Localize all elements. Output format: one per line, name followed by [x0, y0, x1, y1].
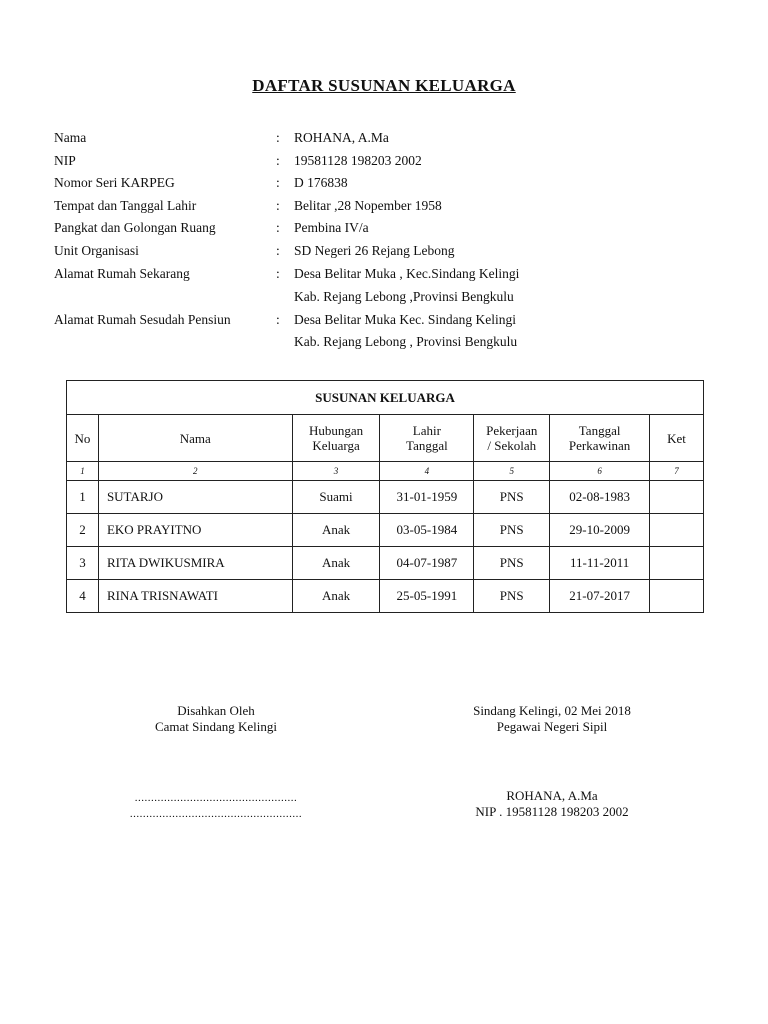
header-perkawinan [550, 415, 650, 462]
cell-perkawinan: 21-07-2017 [550, 580, 650, 613]
info-label: Alamat Rumah Sesudah Pensiun [54, 312, 231, 327]
header-nama: Nama [98, 415, 292, 462]
signature-left-line2: Camat Sindang Kelingi [154, 719, 278, 734]
info-value: Pembina IV/a [294, 220, 369, 235]
table-caption: SUSUNAN KELUARGA [67, 381, 704, 415]
column-number: 4 [380, 462, 474, 481]
cell-nama: RITA DWIKUSMIRA [98, 547, 292, 580]
header-hubungan-line1: Hubungan [308, 423, 364, 438]
cell-lahir: 31-01-1959 [380, 481, 474, 514]
header-pekerjaan-line2: / Sekolah [487, 438, 537, 453]
cell-lahir: 03-05-1984 [380, 514, 474, 547]
cell-ket [650, 547, 704, 580]
header-lahir [380, 415, 474, 462]
document-title: DAFTAR SUSUNAN KELUARGA [252, 76, 516, 95]
header-no: No [67, 415, 99, 462]
cell-lahir: 25-05-1991 [380, 580, 474, 613]
cell-hubungan: Anak [292, 580, 380, 613]
header-perkawinan-line2: Perkawinan [568, 438, 631, 453]
column-number-row [67, 462, 704, 481]
cell-perkawinan: 29-10-2009 [550, 514, 650, 547]
table-row [67, 580, 704, 613]
info-colon: : [276, 243, 280, 258]
cell-hubungan: Anak [292, 547, 380, 580]
cell-no: 3 [67, 547, 99, 580]
cell-hubungan: Suami [292, 481, 380, 514]
info-value: ROHANA, A.Ma [294, 130, 389, 145]
cell-lahir: 04-07-1987 [380, 547, 474, 580]
info-label: NIP [54, 153, 76, 168]
table-header-row [67, 415, 704, 462]
info-label: Tempat dan Tanggal Lahir [54, 198, 197, 213]
info-value: Kab. Rejang Lebong , Provinsi Bengkulu [294, 334, 518, 349]
signature-right-line2: Pegawai Negeri Sipil [496, 719, 608, 734]
cell-pekerjaan: PNS [474, 580, 550, 613]
column-number: 2 [98, 462, 292, 481]
header-lahir-line2: Tanggal [406, 438, 448, 453]
cell-pekerjaan: PNS [474, 547, 550, 580]
signature-right-name: ROHANA, A.Ma [506, 788, 598, 803]
header-pekerjaan-line1: Pekerjaan [486, 423, 538, 438]
signature-right-line1: Sindang Kelingi, 02 Mei 2018 [473, 703, 631, 718]
header-ket: Ket [650, 415, 704, 462]
column-number: 1 [67, 462, 99, 481]
info-value: 19581128 198203 2002 [294, 153, 422, 168]
signature-right [432, 703, 672, 735]
signature-left-dots1: .................................................. [134, 792, 298, 804]
signature-left-dots2: ..................................................... [129, 808, 303, 820]
column-number: 6 [550, 462, 650, 481]
cell-ket [650, 481, 704, 514]
signature-left-line1: Disahkan Oleh [177, 703, 255, 718]
info-colon: : [276, 153, 280, 168]
info-label: Alamat Rumah Sekarang [54, 266, 190, 281]
cell-pekerjaan: PNS [474, 481, 550, 514]
table-row [67, 514, 704, 547]
header-lahir-line1: Lahir [412, 423, 441, 438]
info-label: Nomor Seri KARPEG [54, 175, 175, 190]
cell-hubungan: Anak [292, 514, 380, 547]
header-perkawinan-line1: Tanggal [578, 423, 621, 438]
header-hubungan-line2: Keluarga [312, 438, 360, 453]
signature-left [96, 703, 336, 735]
info-value: Desa Belitar Muka Kec. Sindang Kelingi [294, 312, 516, 327]
column-number: 5 [474, 462, 550, 481]
header-hubungan [292, 415, 380, 462]
info-colon: : [276, 198, 280, 213]
cell-nama: EKO PRAYITNO [98, 514, 292, 547]
cell-perkawinan: 11-11-2011 [550, 547, 650, 580]
info-label: Pangkat dan Golongan Ruang [54, 220, 216, 235]
info-label: Unit Organisasi [54, 243, 139, 258]
family-table [66, 380, 704, 613]
cell-pekerjaan: PNS [474, 514, 550, 547]
table-row [67, 547, 704, 580]
signature-left-blank [96, 790, 336, 822]
cell-no: 4 [67, 580, 99, 613]
signature-right-name-block [432, 788, 672, 820]
cell-ket [650, 514, 704, 547]
table-row [67, 481, 704, 514]
info-value: Belitar ,28 Nopember 1958 [294, 198, 442, 213]
cell-nama: RINA TRISNAWATI [98, 580, 292, 613]
signature-right-nip: NIP . 19581128 198203 2002 [475, 804, 629, 819]
info-colon: : [276, 175, 280, 190]
cell-nama: SUTARJO [98, 481, 292, 514]
cell-no: 1 [67, 481, 99, 514]
info-value: Desa Belitar Muka , Kec.Sindang Kelingi [294, 266, 520, 281]
info-colon: : [276, 266, 280, 281]
cell-ket [650, 580, 704, 613]
info-colon: : [276, 220, 280, 235]
info-colon: : [276, 130, 280, 145]
info-value: Kab. Rejang Lebong ,Provinsi Bengkulu [294, 289, 514, 304]
info-label: Nama [54, 130, 87, 145]
info-value: D 176838 [294, 175, 348, 190]
info-colon: : [276, 312, 280, 327]
column-number: 3 [292, 462, 380, 481]
cell-no: 2 [67, 514, 99, 547]
info-value: SD Negeri 26 Rejang Lebong [294, 243, 455, 258]
header-pekerjaan [474, 415, 550, 462]
column-number: 7 [650, 462, 704, 481]
cell-perkawinan: 02-08-1983 [550, 481, 650, 514]
